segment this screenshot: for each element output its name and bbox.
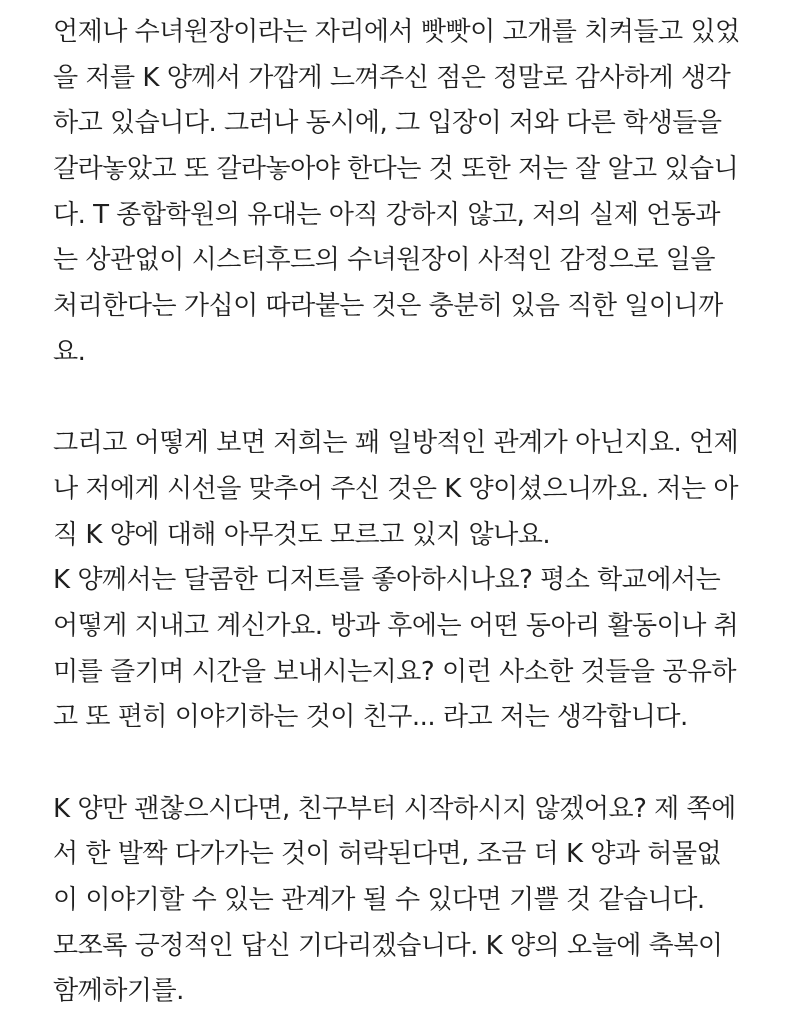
text-line: 는 상관없이 시스터후드의 수녀원장이 사적인 감정으로 일을 [53,245,715,276]
text-line: 을 저를 K 양께서 가깝게 느껴주신 점은 정말로 감사하게 생각 [53,62,731,93]
paragraph-spacer [53,376,770,422]
text-line: 고 또 편히 이야기하는 것이 친구... 라고 저는 생각합니다. [53,702,688,733]
text-line: 언제나 수녀원장이라는 자리에서 빳빳이 고개를 치켜들고 있었 [53,17,740,47]
text-line: 다. T 종합학원의 유대는 아직 강하지 않고, 저의 실제 언동과 [53,199,720,230]
text-line: 직 K 양에 대해 아무것도 모르고 있지 않나요. [53,519,551,550]
text-line: 요. [53,336,86,367]
paragraph-3 [53,787,770,1015]
text-line: 모쪼록 긍정적인 답신 기다리겠습니다. K 양의 오늘에 축복이 [53,930,723,961]
text-line: 그리고 어떻게 보면 저희는 꽤 일방적인 관계가 아닌지요. 언제 [53,428,739,459]
text-line: 갈라놓았고 또 갈라놓아야 한다는 것 또한 저는 잘 알고 있습니 [53,154,739,185]
text-line: K 양만 괜찮으시다면, 친구부터 시작하시지 않겠어요? 제 쪽에 [53,793,736,824]
text-line: 어떻게 지내고 계신가요. 방과 후에는 어떤 동아리 활동이나 취 [53,610,739,641]
paragraph-spacer [53,741,770,787]
text-line: 미를 즐기며 시간을 보내시는지요? 이런 사소한 것들을 공유하 [53,656,737,687]
text-line: 서 한 발짝 다가가는 것이 허락된다면, 조금 더 K 양과 허물없 [53,839,722,870]
text-line: 나 저에게 시선을 맞추어 주신 것은 K 양이셨으니까요. 저는 아 [53,473,738,504]
text-line: K 양께서는 달콤한 디저트를 좋아하시나요? 평소 학교에서는 [53,565,721,596]
text-line: 함께하기를. [53,976,184,1007]
text-line: 이 이야기할 수 있는 관계가 될 수 있다면 기쁠 것 같습니다. [53,885,705,916]
paragraph-2 [53,421,770,741]
text-line: 하고 있습니다. 그러나 동시에, 그 입장이 저와 다른 학생들을 [53,108,722,139]
paragraph-1 [53,10,770,376]
text-line: 처리한다는 가십이 따라붙는 것은 충분히 있음 직한 일이니까 [53,291,723,322]
